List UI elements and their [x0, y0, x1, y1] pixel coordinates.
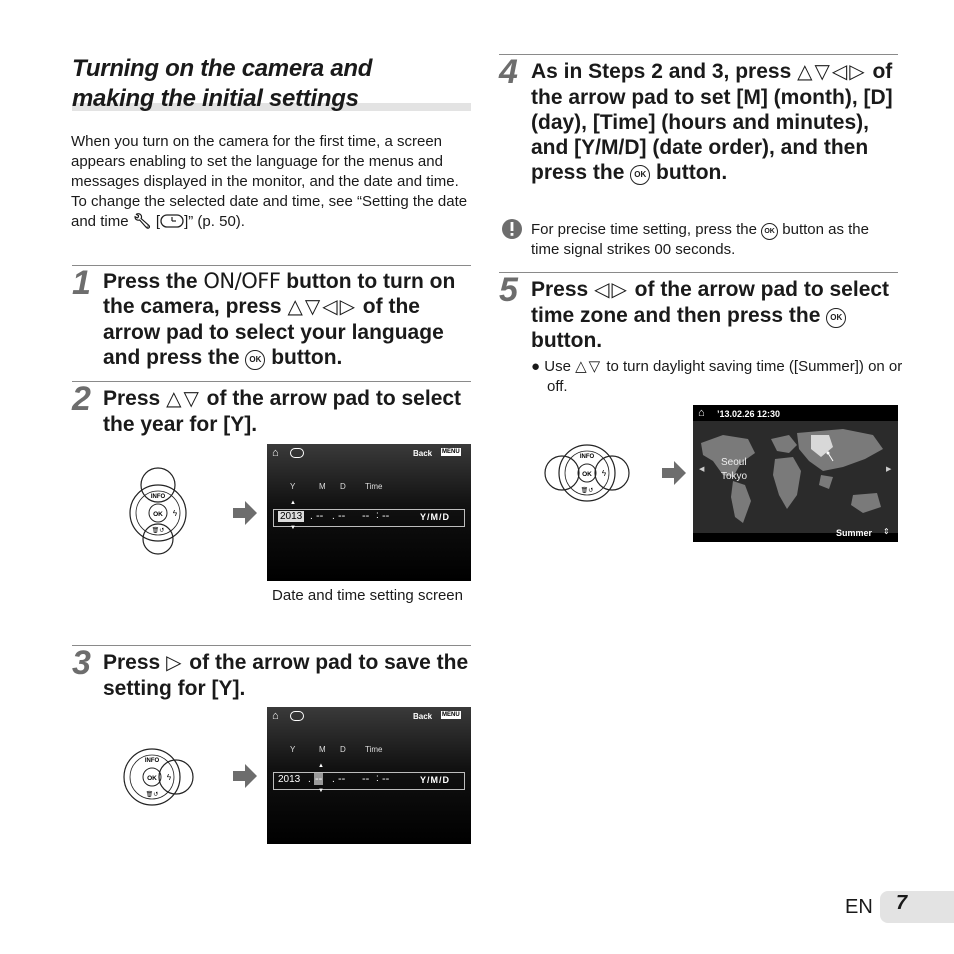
step5-number: 5	[499, 271, 518, 309]
ok-button-icon: OK	[245, 350, 265, 370]
datetime-screen-step2	[267, 444, 471, 581]
col-m: M	[319, 482, 326, 491]
pad-info-label: INFO	[144, 758, 160, 764]
step1-text-a: Press the	[103, 270, 204, 293]
bullet-text-b: to turn daylight saving time ([Summer]) on or off.	[547, 358, 903, 395]
tools-icon: 🔧︎	[132, 213, 152, 230]
menu-badge: MENU	[442, 449, 460, 455]
datetime-field[interactable]	[273, 509, 465, 527]
note-text-b: button as the time signal strikes 00 seconds.	[531, 221, 869, 258]
note-text-a: For precise time setting, press the	[531, 221, 762, 238]
city-seoul: Seoul	[721, 457, 747, 468]
step3-text-b: of the arrow pad to save the setting for [Y].	[103, 651, 469, 700]
day-value[interactable]: --	[338, 510, 346, 522]
minute-value[interactable]: --	[382, 510, 390, 522]
title-line-1: Turning on the camera and	[72, 55, 373, 82]
step1-text-c: of the arrow pad to select your language and press the	[103, 295, 444, 369]
menu-badge: MENU	[442, 712, 460, 718]
sep-colon: :	[376, 510, 379, 521]
summer-toggle[interactable]: Summer	[836, 528, 873, 538]
step4-number: 4	[499, 53, 518, 91]
step4-rule	[499, 54, 898, 55]
page-number-tab	[880, 891, 954, 923]
down-caret-icon: ▼	[290, 525, 296, 531]
step1-text-d: button.	[265, 346, 343, 369]
world-time-screen	[693, 405, 898, 542]
arrow-pad-all-icon: △▽◁▷	[797, 61, 867, 83]
arrow-right-icon	[233, 763, 257, 789]
arrow-updown-icon: △▽	[575, 358, 603, 375]
up-caret-icon: ▲	[318, 763, 324, 769]
trash-timer-icon: 🗑↺	[145, 792, 159, 798]
current-datetime: ’13.02.26 12:30	[717, 409, 781, 419]
step2-text-b: of the arrow pad to select the year for [Y].	[103, 387, 462, 436]
arrow-updown-icon: △▽	[166, 388, 201, 410]
pad-ok-label: OK	[147, 775, 157, 782]
step3-text-a: Press	[103, 651, 167, 674]
date-order-value[interactable]: Y/M/D	[420, 512, 451, 522]
step2-rule	[72, 381, 471, 382]
sep-dot-2: .	[332, 774, 335, 785]
city-tokyo: Tokyo	[721, 471, 748, 482]
flash-icon: ϟ	[166, 773, 172, 782]
col-y: Y	[290, 745, 296, 754]
step1-text-b: button to turn on the camera, press	[103, 270, 456, 318]
step2-number: 2	[72, 380, 91, 418]
intro-p2-text: To change the selected date and time, see “Setting the date and time	[71, 193, 468, 230]
arrow-pad-leftright-diagram	[541, 440, 633, 506]
date-order-value[interactable]: Y/M/D	[420, 775, 451, 785]
clock-bracket-icon: [	[156, 213, 184, 230]
home-icon: ⌂	[272, 447, 279, 459]
step3-rule	[72, 645, 471, 646]
step5-text-c: button.	[531, 329, 603, 352]
step5-text-b: of the arrow pad to select time zone and then press the	[531, 278, 890, 327]
col-time: Time	[365, 745, 383, 754]
back-label: Back	[413, 712, 433, 721]
intro-paragraph-2	[71, 192, 471, 232]
year-value[interactable]: 2013	[278, 774, 301, 785]
pad-ok-label: OK	[153, 511, 163, 518]
up-caret-icon: ▲	[290, 500, 296, 506]
month-value-selected[interactable]: --	[315, 773, 323, 785]
step2-text-a: Press	[103, 387, 167, 410]
sep-colon: :	[376, 773, 379, 784]
trash-timer-icon: 🗑↺	[151, 528, 165, 534]
col-m: M	[319, 745, 326, 754]
pad-info-label: INFO	[150, 494, 166, 500]
clock-icon	[290, 711, 304, 721]
step4-note	[531, 220, 891, 260]
bullet-text-a: Use	[544, 358, 576, 375]
arrow-leftright-icon: ◁▷	[594, 279, 629, 301]
step4-text-a: As in Steps 2 and 3, press	[531, 60, 798, 83]
month-value[interactable]: --	[316, 510, 324, 522]
onoff-label: ON/OFF	[203, 269, 281, 293]
sep-dot-1: .	[308, 774, 311, 785]
home-icon: ⌂	[272, 710, 279, 722]
ok-button-icon: OK	[826, 308, 846, 328]
caution-icon	[501, 218, 523, 240]
trash-timer-icon: 🗑↺	[580, 488, 594, 494]
step2-text	[103, 386, 473, 437]
pad-info-label: INFO	[579, 454, 595, 460]
arrow-pad-updown-diagram	[125, 465, 191, 555]
down-caret-icon: ▼	[318, 788, 324, 794]
minute-value[interactable]: --	[382, 773, 390, 785]
step1-text	[103, 269, 473, 370]
updown-caret-icon: ⇕	[883, 527, 890, 536]
left-caret-icon[interactable]: ◀	[699, 466, 705, 473]
arrow-right-pad-icon: ▷	[166, 652, 184, 674]
col-d: D	[340, 482, 346, 491]
ok-button-icon: OK	[630, 165, 650, 185]
step4-text-c: button.	[650, 161, 728, 184]
datetime-screen-step3	[267, 707, 471, 844]
sep-dot-1: .	[310, 511, 313, 522]
hour-value[interactable]: --	[362, 510, 370, 522]
title-line-2: making the initial settings	[72, 85, 359, 112]
step5-text-a: Press	[531, 278, 595, 301]
language-label: EN	[845, 896, 873, 918]
arrow-right-icon	[233, 500, 257, 526]
datetime-field[interactable]	[273, 772, 465, 790]
page-number: 7	[896, 892, 908, 914]
screen-caption: Date and time setting screen	[272, 587, 463, 604]
ok-button-icon: OK	[761, 223, 778, 240]
step4-text-b: of the arrow pad to set [M] (month), [D] (day), [Time] (hours and minutes), and [Y/M/D] (date order), and then press the	[531, 60, 893, 184]
intro-paragraph-1: When you turn on the camera for the first time, a screen appears enabling to set the language for the menus and messages displayed in the monitor, and the date and time.	[71, 133, 459, 190]
step1-rule	[72, 265, 471, 266]
day-value[interactable]: --	[338, 773, 346, 785]
pad-ok-label: OK	[582, 471, 592, 478]
step5-bullet	[531, 357, 907, 397]
intro-p2-ref: ]” (p. 50).	[184, 213, 245, 230]
col-time: Time	[365, 482, 383, 491]
col-y: Y	[290, 482, 296, 491]
hour-value[interactable]: --	[362, 773, 370, 785]
flash-icon: ϟ	[601, 469, 607, 478]
back-label: Back	[413, 449, 433, 458]
home-icon: ⌂	[698, 407, 705, 419]
step5-text	[531, 277, 901, 353]
step3-text	[103, 650, 473, 701]
section-title	[72, 54, 472, 114]
arrow-right-icon	[662, 460, 686, 486]
flash-icon: ϟ	[172, 509, 178, 518]
step3-number: 3	[72, 644, 91, 682]
step1-number: 1	[72, 264, 91, 302]
bullet-icon: ●	[531, 358, 545, 375]
clock-icon	[290, 448, 304, 458]
step5-rule	[499, 272, 898, 273]
arrow-pad-all-icon: △▽◁▷	[287, 296, 357, 318]
year-value-selected[interactable]: 2013	[280, 511, 303, 522]
sep-dot-2: .	[332, 511, 335, 522]
step4-text	[531, 59, 901, 185]
intro-text	[71, 132, 471, 232]
col-d: D	[340, 745, 346, 754]
right-caret-icon[interactable]: ▶	[886, 466, 892, 473]
arrow-pad-right-diagram	[118, 742, 198, 812]
